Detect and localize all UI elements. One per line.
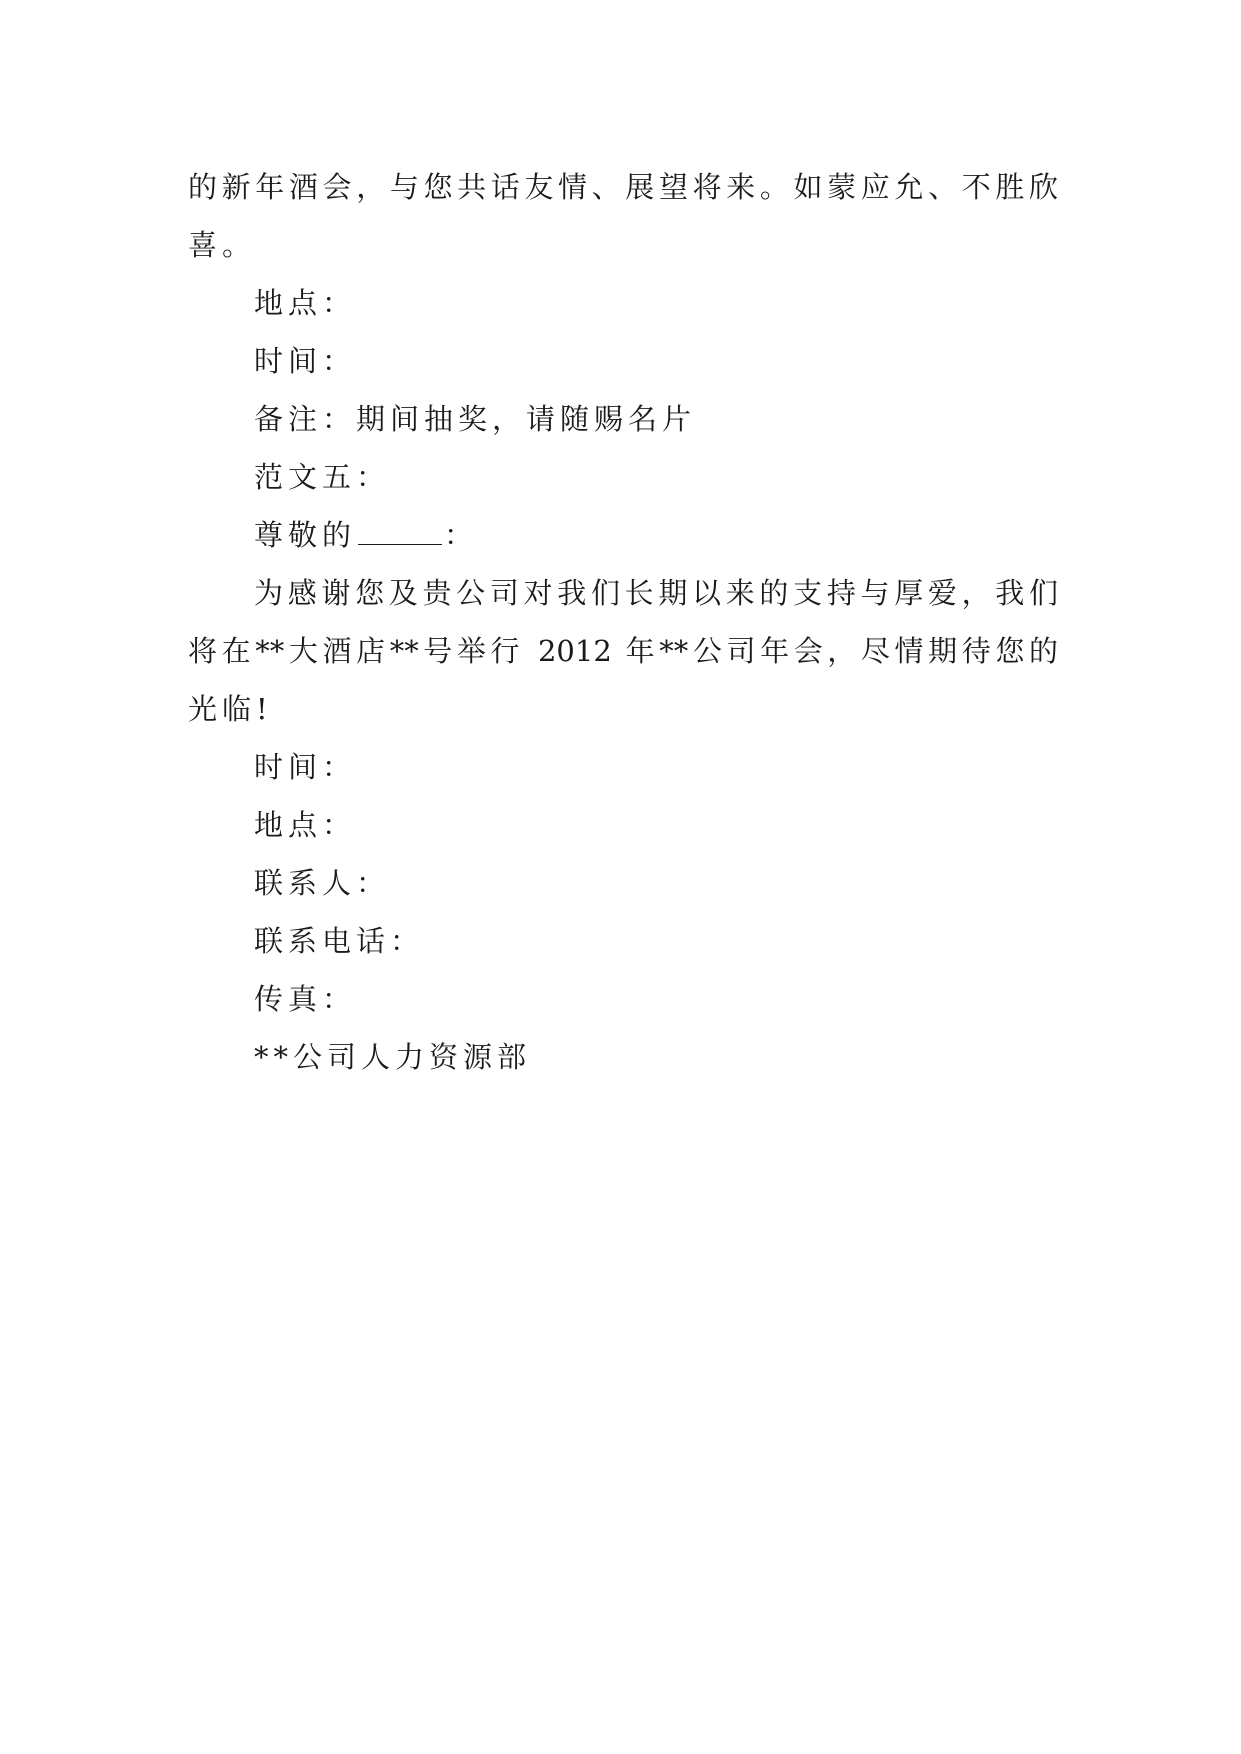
sample-heading: 范文五： bbox=[254, 460, 391, 494]
salutation-prefix: 尊敬的 bbox=[254, 518, 357, 552]
location-field: 地点： bbox=[254, 808, 357, 842]
paragraph-line: 的新年酒会，与您共话友情、展望将来。如蒙应允、不胜欣 bbox=[188, 170, 1058, 204]
remark-field: 备注：期间抽奖，请随赐名片 bbox=[254, 402, 697, 436]
salutation-blank bbox=[358, 516, 442, 545]
paragraph-line: 为感谢您及贵公司对我们长期以来的支持与厚爱，我们 bbox=[254, 576, 1058, 610]
paragraph-line: 光临! bbox=[188, 692, 273, 726]
fax-field: 传真： bbox=[254, 982, 357, 1016]
salutation-suffix: ： bbox=[444, 518, 479, 552]
location-field: 地点： bbox=[254, 286, 357, 320]
contact-phone-field: 联系电话： bbox=[254, 924, 425, 958]
time-field: 时间： bbox=[254, 750, 357, 784]
salutation bbox=[188, 506, 1058, 564]
time-field: 时间： bbox=[254, 344, 357, 378]
paragraph-line: 将在**大酒店**号举行 2012 年**公司年会，尽情期待您的 bbox=[188, 634, 1058, 668]
signature: **公司人力资源部 bbox=[254, 1040, 532, 1074]
paragraph-line: 喜。 bbox=[188, 228, 257, 262]
contact-person-field: 联系人： bbox=[254, 866, 391, 900]
document-body bbox=[188, 158, 1058, 1086]
